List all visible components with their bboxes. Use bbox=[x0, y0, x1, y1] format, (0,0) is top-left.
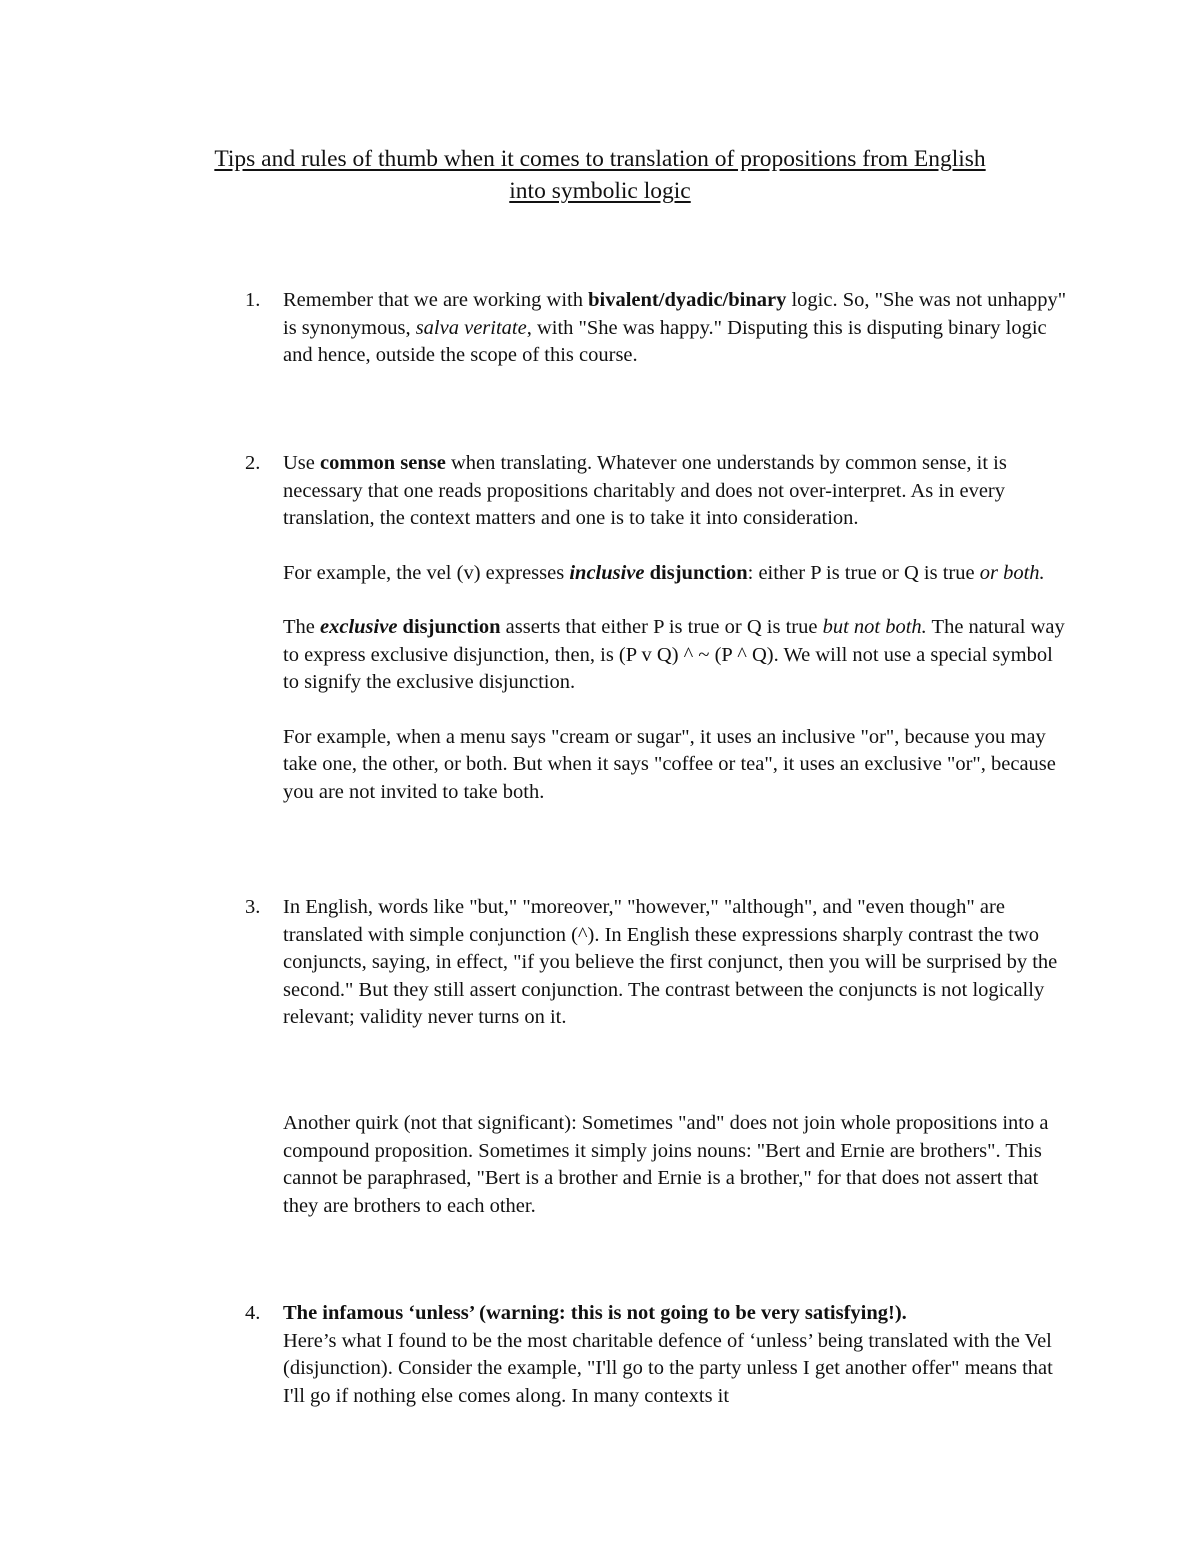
italic-term: or both. bbox=[979, 561, 1045, 584]
text-run: Remember that we are working with bbox=[283, 289, 589, 311]
item-3-paragraph-1: In English, words like "but," "moreover," "however," "although", and "even though" are translated with simple conjunction (^). In English these expressions sharply contrast the two conjuncts, saying, in effect, "if you believe the first conjunct, then you will be surprised by the second." But they still assert conjunction. The contrast between the conjuncts is not logically relevant; validity never turns on it. bbox=[283, 896, 1058, 1028]
item-2-paragraph-2 bbox=[283, 560, 1073, 588]
bold-italic-term: inclusive bbox=[569, 561, 645, 584]
bold-term: bivalent/dyadic/binary bbox=[588, 289, 787, 311]
text-run: The bbox=[283, 616, 320, 638]
item-number-4: 4. bbox=[245, 1302, 261, 1324]
page-title bbox=[140, 143, 1060, 207]
title-line-1: Tips and rules of thumb when it comes to translation of propositions from English bbox=[214, 146, 986, 172]
italic-term: salva veritate bbox=[415, 316, 527, 339]
item-4-paragraph: Here’s what I found to be the most charitable defence of ‘unless’ being translated with the Vel (disjunction). Consider the example, "I'll go to the party unless I get another offer" means that I'll go if nothing else comes along. In many contexts it bbox=[283, 1329, 1053, 1407]
text-run: : either P is true or Q is true bbox=[747, 561, 980, 584]
bold-term: disjunction bbox=[649, 561, 748, 584]
list-item-4 bbox=[283, 1300, 1073, 1410]
list-item-3-continued bbox=[283, 1110, 1073, 1220]
text-run: For example, the vel (v) expresses bbox=[283, 561, 570, 584]
item-2-paragraph-3 bbox=[283, 614, 1073, 697]
title-line-2: into symbolic logic bbox=[509, 178, 691, 204]
bold-term: common sense bbox=[320, 452, 446, 474]
item-number-3: 3. bbox=[245, 896, 261, 918]
item-4-heading bbox=[283, 1300, 1073, 1328]
list-item-3 bbox=[283, 894, 1073, 1032]
list-item-2 bbox=[283, 450, 1073, 806]
bold-term: disjunction bbox=[402, 616, 501, 638]
text-run: asserts that either P is true or Q is true bbox=[500, 616, 823, 638]
italic-term: but not both. bbox=[822, 616, 927, 638]
text-run: The natural way to express exclusive disjunction, then, is (P v Q) ^ ~ (P ^ Q). We will not use a special symbol to signify the exclusive disjunction. bbox=[283, 616, 1065, 693]
item-1-paragraph bbox=[283, 287, 1073, 370]
item-number-2: 2. bbox=[245, 452, 261, 474]
bold-italic-term: exclusive bbox=[320, 616, 398, 638]
item-2-paragraph-4: For example, when a menu says "cream or sugar", it uses an inclusive "or", because you may take one, the other, or both. But when it says "coffee or tea", it uses an exclusive "or", because you are not invited to take both. bbox=[283, 725, 1056, 803]
bold-heading: The infamous ‘unless’ (warning: this is not going to be very satisfying!). bbox=[283, 1302, 907, 1324]
item-2-paragraph-1 bbox=[283, 450, 1073, 533]
text-run: when translating. Whatever one understands by common sense, it is necessary that one reads propositions charitably and does not over-interpret. As in every translation, the context matters and one is to take it into consideration. bbox=[283, 452, 1007, 529]
item-number-1: 1. bbox=[245, 289, 261, 311]
list-item-1 bbox=[283, 287, 1073, 370]
item-3-paragraph-2: Another quirk (not that significant): Sometimes "and" does not join whole propositions into a compound proposition. Sometimes it simply joins nouns: "Bert and Ernie are brothers". This cannot be paraphrased, "Bert is a brother and Ernie is a brother," for that does not assert that they are brothers to each other. bbox=[283, 1112, 1049, 1217]
text-run: logic. So, "She was not unhappy" is synonymous, bbox=[283, 289, 1067, 339]
text-run: , with "She was happy." Disputing this is disputing binary logic and hence, outside the scope of this course. bbox=[283, 316, 1047, 366]
text-run: Use bbox=[283, 452, 321, 474]
